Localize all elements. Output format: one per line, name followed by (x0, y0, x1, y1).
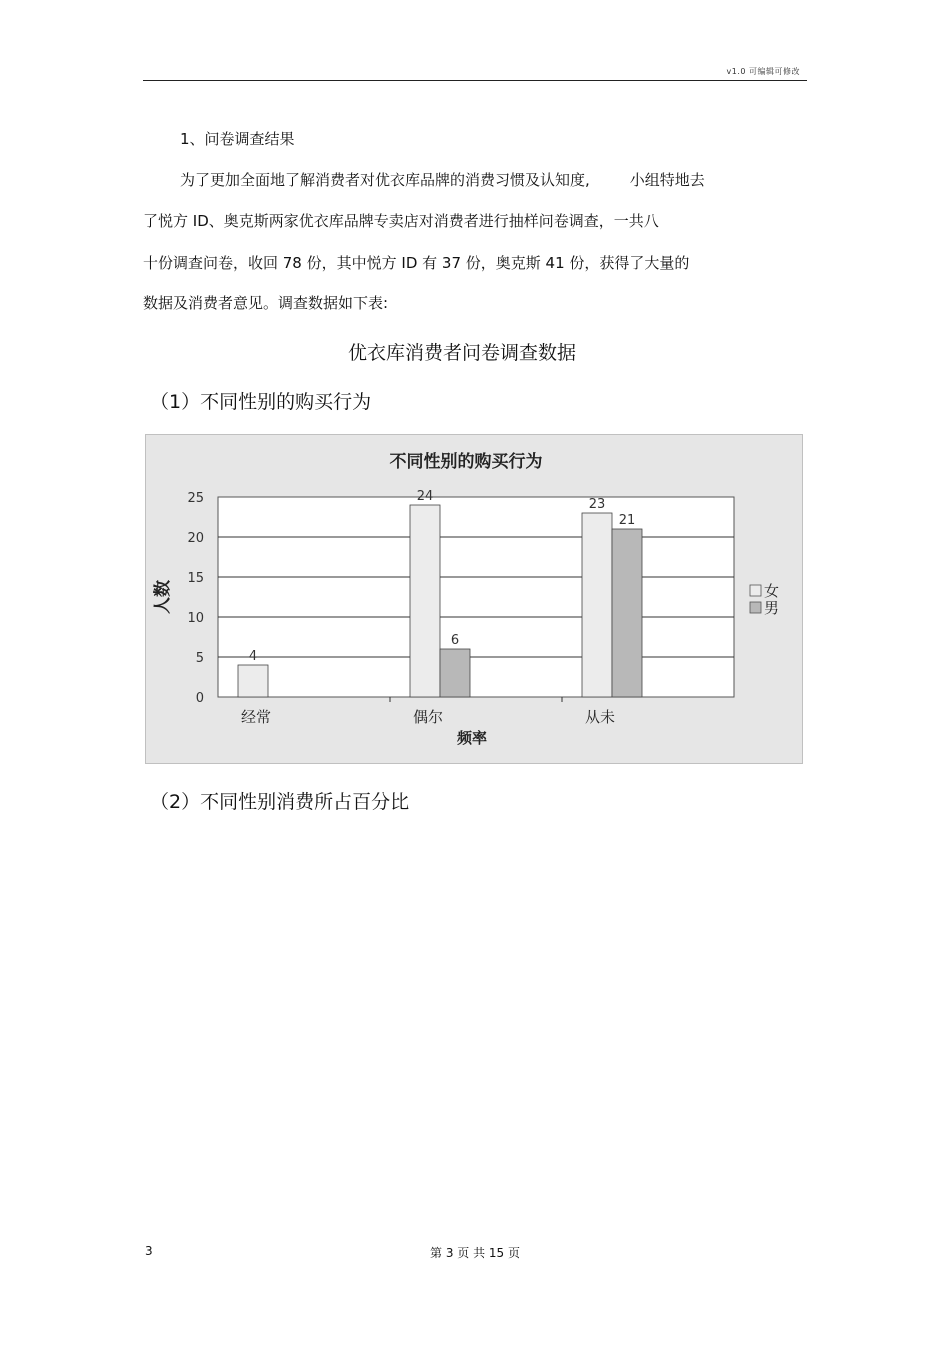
data-label: 21 (618, 513, 636, 528)
paragraph-line-3: 十份调查问卷，收回 78 份，其中悦方 ID 有 37 份，奥克斯 41 份，获得了大量的 (143, 254, 690, 272)
x-tick-label: 偶尔 (412, 708, 444, 726)
x-tick-label: 从未 (584, 708, 616, 726)
sub-heading-gender-purchase: （1）不同性别的购买行为 (150, 391, 372, 413)
bar-女 (582, 513, 612, 697)
header-rule (143, 80, 807, 81)
y-tick-label: 5 (195, 651, 204, 666)
data-label: 23 (588, 497, 606, 512)
paragraph-line-2: 了悦方 ID、奥克斯两家优衣库品牌专卖店对消费者进行抽样问卷调查，一共八 (143, 212, 659, 230)
paragraph-line-1-a: 为了更加全面地了解消费者对优衣库品牌的消费习惯及认知度, (180, 171, 590, 189)
data-label: 4 (248, 649, 258, 664)
y-tick-labels (187, 491, 204, 706)
section-heading: 1、问卷调查结果 (180, 130, 295, 148)
x-axis-label: 频率 (456, 729, 488, 747)
bar-男 (440, 649, 470, 697)
legend-swatch-女 (750, 585, 761, 596)
legend-swatch-男 (750, 602, 761, 613)
survey-data-title: 优衣库消费者问卷调查数据 (347, 342, 576, 364)
chart-legend (750, 582, 779, 617)
bar-男 (612, 529, 642, 697)
bar-女 (410, 505, 440, 697)
paragraph-line-4: 数据及消费者意见。调查数据如下表: (143, 294, 389, 312)
header-note: v1.0 可编辑可修改 (726, 67, 800, 76)
legend-label: 女 (764, 582, 780, 600)
y-tick-label: 25 (187, 491, 204, 506)
data-label: 6 (450, 633, 460, 648)
paragraph-line-1-b: 小组特地去 (629, 171, 705, 189)
sub-heading-gender-percentage: （2）不同性别消费所占百分比 (150, 791, 410, 813)
y-axis-label: 人数 (153, 580, 173, 614)
paragraph-line-1 (143, 170, 807, 190)
y-tick-label: 20 (187, 531, 204, 546)
y-tick-label: 10 (187, 611, 204, 626)
chart-frame (145, 434, 803, 764)
footer-page-number: 3 (145, 1244, 153, 1258)
data-label: 24 (416, 489, 434, 504)
footer-page-of: 第 3 页 共 15 页 (430, 1246, 520, 1260)
legend-label: 男 (764, 599, 780, 617)
plot-area (218, 497, 734, 697)
x-tick-label: 经常 (240, 708, 272, 726)
y-tick-label: 0 (195, 691, 204, 706)
bar-chart (146, 435, 802, 763)
chart-title: 不同性别的购买行为 (389, 452, 543, 472)
bar-女 (238, 665, 268, 697)
x-tick-labels (241, 697, 615, 726)
y-tick-label: 15 (187, 571, 204, 586)
